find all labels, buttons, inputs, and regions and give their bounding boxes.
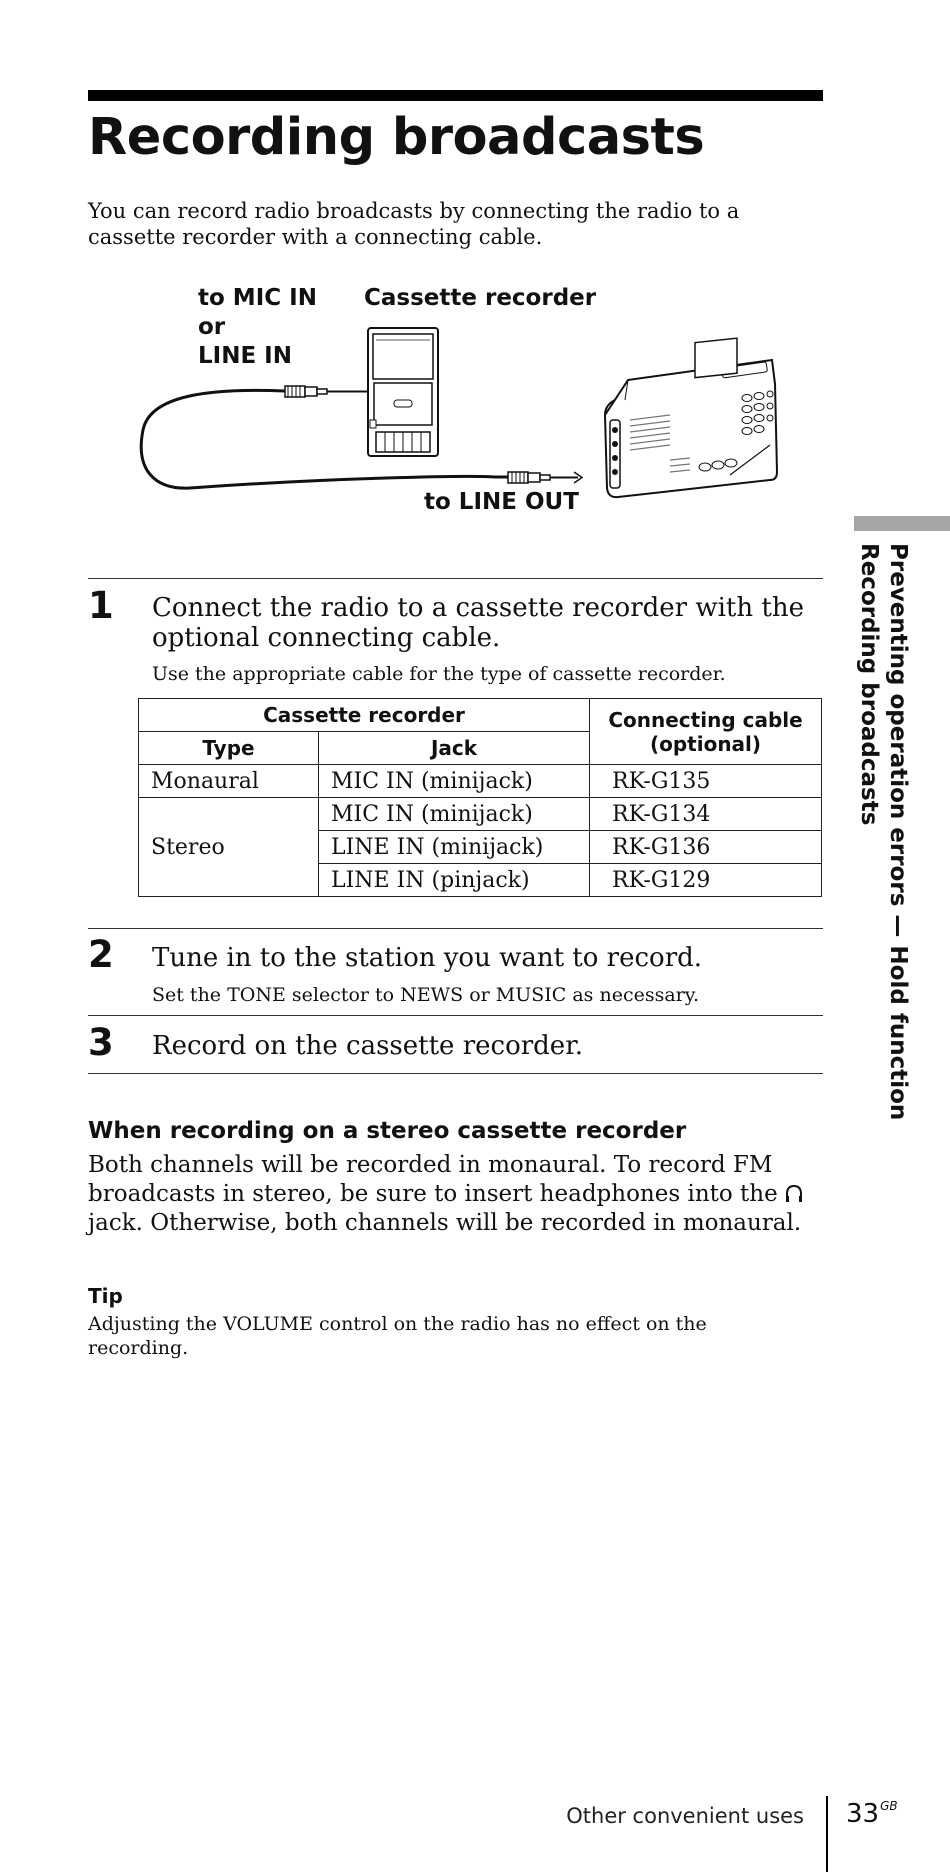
table-cell-cable: RK-G135 bbox=[590, 765, 822, 798]
side-tab-marker bbox=[854, 516, 950, 531]
radio-drawing bbox=[604, 320, 777, 497]
side-tab-line: Recording broadcasts bbox=[856, 543, 882, 826]
table-cell-jack: LINE IN (pinjack) bbox=[319, 864, 590, 897]
page-number-value: 33 bbox=[846, 1799, 880, 1829]
cable-plug-right bbox=[508, 472, 582, 483]
page-number bbox=[846, 1799, 898, 1829]
step-text: Connect the radio to a cassette recorder with the optional connecting cable. bbox=[152, 593, 804, 653]
side-tab-line: Preventing operation errors — Hold function bbox=[885, 543, 911, 1121]
step-note: Set the TONE selector to NEWS or MUSIC as necessary. bbox=[152, 984, 699, 1006]
page-number-suffix: GB bbox=[880, 1799, 898, 1813]
label-line-in: LINE IN bbox=[198, 343, 292, 369]
label-mic-in: to MIC IN bbox=[198, 285, 317, 311]
connection-illustration bbox=[130, 320, 790, 530]
table-cell-type: Stereo bbox=[139, 798, 319, 897]
page-title: Recording broadcasts bbox=[88, 108, 705, 167]
table-cell-cable: RK-G129 bbox=[590, 864, 822, 897]
cassette-recorder-drawing bbox=[368, 328, 438, 456]
table-cell-cable: RK-G136 bbox=[590, 831, 822, 864]
connecting-cable bbox=[141, 390, 508, 488]
label-or: or bbox=[198, 314, 226, 340]
table-cell-jack: MIC IN (minijack) bbox=[319, 765, 590, 798]
step-note: Use the appropriate cable for the type of cassette recorder. bbox=[152, 663, 726, 685]
note-heading: When recording on a stereo cassette recorder bbox=[88, 1118, 687, 1144]
table-header-cable: Connecting cable (optional) bbox=[590, 699, 822, 765]
label-cassette-recorder: Cassette recorder bbox=[364, 285, 597, 311]
table-row bbox=[139, 765, 822, 798]
table-cell-jack: LINE IN (minijack) bbox=[319, 831, 590, 864]
note-text-part: Both channels will be recorded in monaural. To record FM broadcasts in stereo, be sure to insert headphones into the bbox=[88, 1152, 786, 1207]
table-cell-jack: MIC IN (minijack) bbox=[319, 798, 590, 831]
tip-heading: Tip bbox=[88, 1284, 123, 1308]
step-number: 2 bbox=[88, 933, 114, 976]
title-rule bbox=[88, 90, 823, 101]
table-cell-cable: RK-G134 bbox=[590, 798, 822, 831]
cable-table bbox=[138, 698, 822, 897]
step-number: 1 bbox=[88, 584, 114, 627]
headphones-icon bbox=[785, 1184, 803, 1204]
table-header-cassette: Cassette recorder bbox=[139, 699, 590, 732]
note-body bbox=[88, 1151, 828, 1238]
step-divider bbox=[88, 1015, 823, 1016]
step-text: Record on the cassette recorder. bbox=[152, 1031, 584, 1061]
note-text-part: jack. Otherwise, both channels will be recorded in monaural. bbox=[88, 1210, 802, 1236]
intro-paragraph: You can record radio broadcasts by connecting the radio to a cassette recorder with a connecting cable. bbox=[88, 199, 740, 249]
side-tab-label bbox=[846, 543, 912, 1121]
footer-divider bbox=[826, 1796, 828, 1872]
table-header-type: Type bbox=[139, 732, 319, 765]
step-text: Tune in to the station you want to record. bbox=[152, 943, 703, 973]
footer-section-name: Other convenient uses bbox=[566, 1804, 804, 1828]
step-divider bbox=[88, 928, 823, 929]
tip-body: Adjusting the VOLUME control on the radio has no effect on the recording. bbox=[88, 1313, 707, 1359]
step-number: 3 bbox=[88, 1021, 114, 1064]
step-divider bbox=[88, 578, 823, 579]
table-header-jack: Jack bbox=[319, 732, 590, 765]
table-row bbox=[139, 798, 822, 831]
cable-plug-left bbox=[285, 386, 367, 397]
table-cell-type: Monaural bbox=[139, 765, 319, 798]
label-line-out: to LINE OUT bbox=[424, 489, 579, 515]
section-divider bbox=[88, 1073, 823, 1074]
